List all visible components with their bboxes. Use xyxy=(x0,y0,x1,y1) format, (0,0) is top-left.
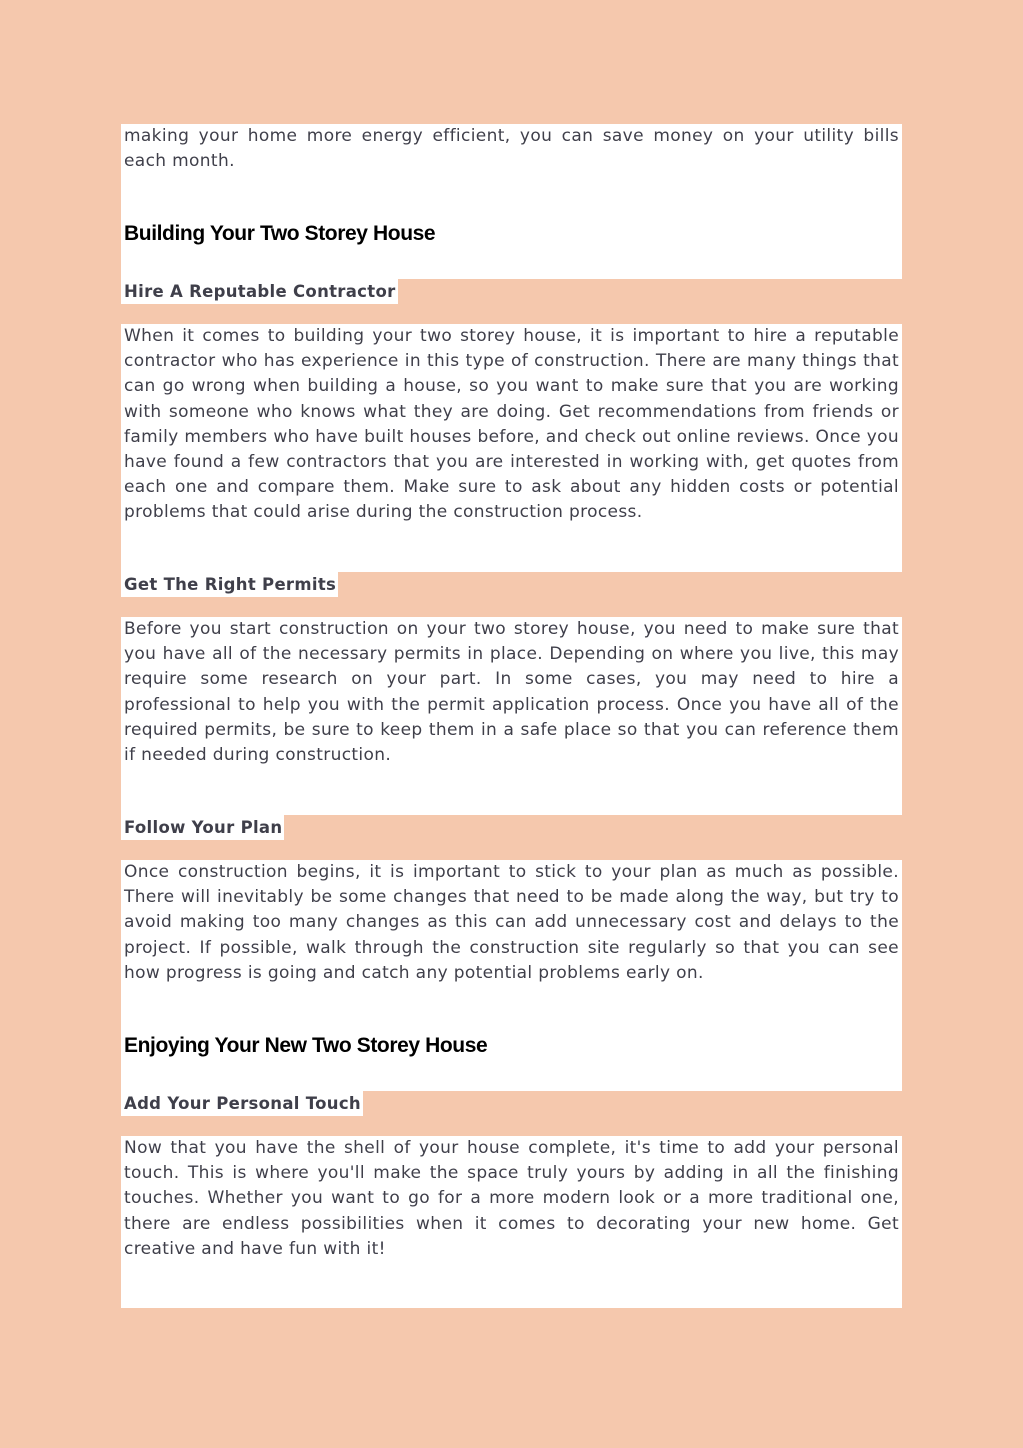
subsection-personal-touch xyxy=(121,1091,902,1116)
gap xyxy=(121,597,902,617)
section-heading-building: Building Your Two Storey House xyxy=(121,219,902,249)
spacer xyxy=(121,1262,902,1308)
gap xyxy=(121,840,902,860)
subsection-permits xyxy=(121,572,902,597)
subsection-title: Get The Right Permits xyxy=(121,572,338,597)
gap xyxy=(121,1116,902,1136)
subsection-hire-contractor xyxy=(121,279,902,304)
paragraph-follow-plan: Once construction begins, it is important to stick to your plan as much as possible. There will inevitably be some changes that need to be made along the way, but try to avoid making too many changes as this can add unnecessary cost and delays to the project. If possible, walk through the construction site regularly so that you can see how progress is going and catch any potential problems early on. xyxy=(121,860,902,986)
spacer xyxy=(121,769,902,815)
subsection-title: Follow Your Plan xyxy=(121,815,284,840)
gap xyxy=(121,304,902,324)
spacer xyxy=(121,174,902,219)
subsection-title: Hire A Reputable Contractor xyxy=(121,279,398,304)
section-heading-enjoying: Enjoying Your New Two Storey House xyxy=(121,1031,902,1061)
spacer xyxy=(121,1061,902,1091)
paragraph-permits: Before you start construction on your two storey house, you need to make sure that you have all of the necessary permits in place. Depending on where you live, this may require some research on your part. In some cases, you may need to hire a professional to help you with the permit application process. Once you have all of the required permits, be sure to keep them in a safe place so that you can reference them if needed during construction. xyxy=(121,617,902,769)
spacer xyxy=(121,986,902,1031)
intro-paragraph: making your home more energy efficient, you can save money on your utility bills each month. xyxy=(121,124,902,174)
paragraph-hire-contractor: When it comes to building your two storey house, it is important to hire a reputable contractor who has experience in this type of construction. There are many things that can go wrong when building a house, so you want to make sure that you are working with someone who knows what they are doing. Get recommendations from friends or family members who have built houses before, and check out online reviews. Once you have found a few contractors that you are interested in working with, get quotes from each one and compare them. Make sure to ask about any hidden costs or potential problems that could arise during the construction process. xyxy=(121,324,902,526)
spacer xyxy=(121,249,902,279)
subsection-title: Add Your Personal Touch xyxy=(121,1091,363,1116)
spacer xyxy=(121,526,902,572)
article-content xyxy=(121,124,902,1308)
paragraph-personal-touch: Now that you have the shell of your house complete, it's time to add your personal touch. This is where you'll make the space truly yours by adding in all the finishing touches. Whether you want to go for a more modern look or a more traditional one, there are endless possibilities when it comes to decorating your new home. Get creative and have fun with it! xyxy=(121,1136,902,1262)
subsection-follow-plan xyxy=(121,815,902,840)
